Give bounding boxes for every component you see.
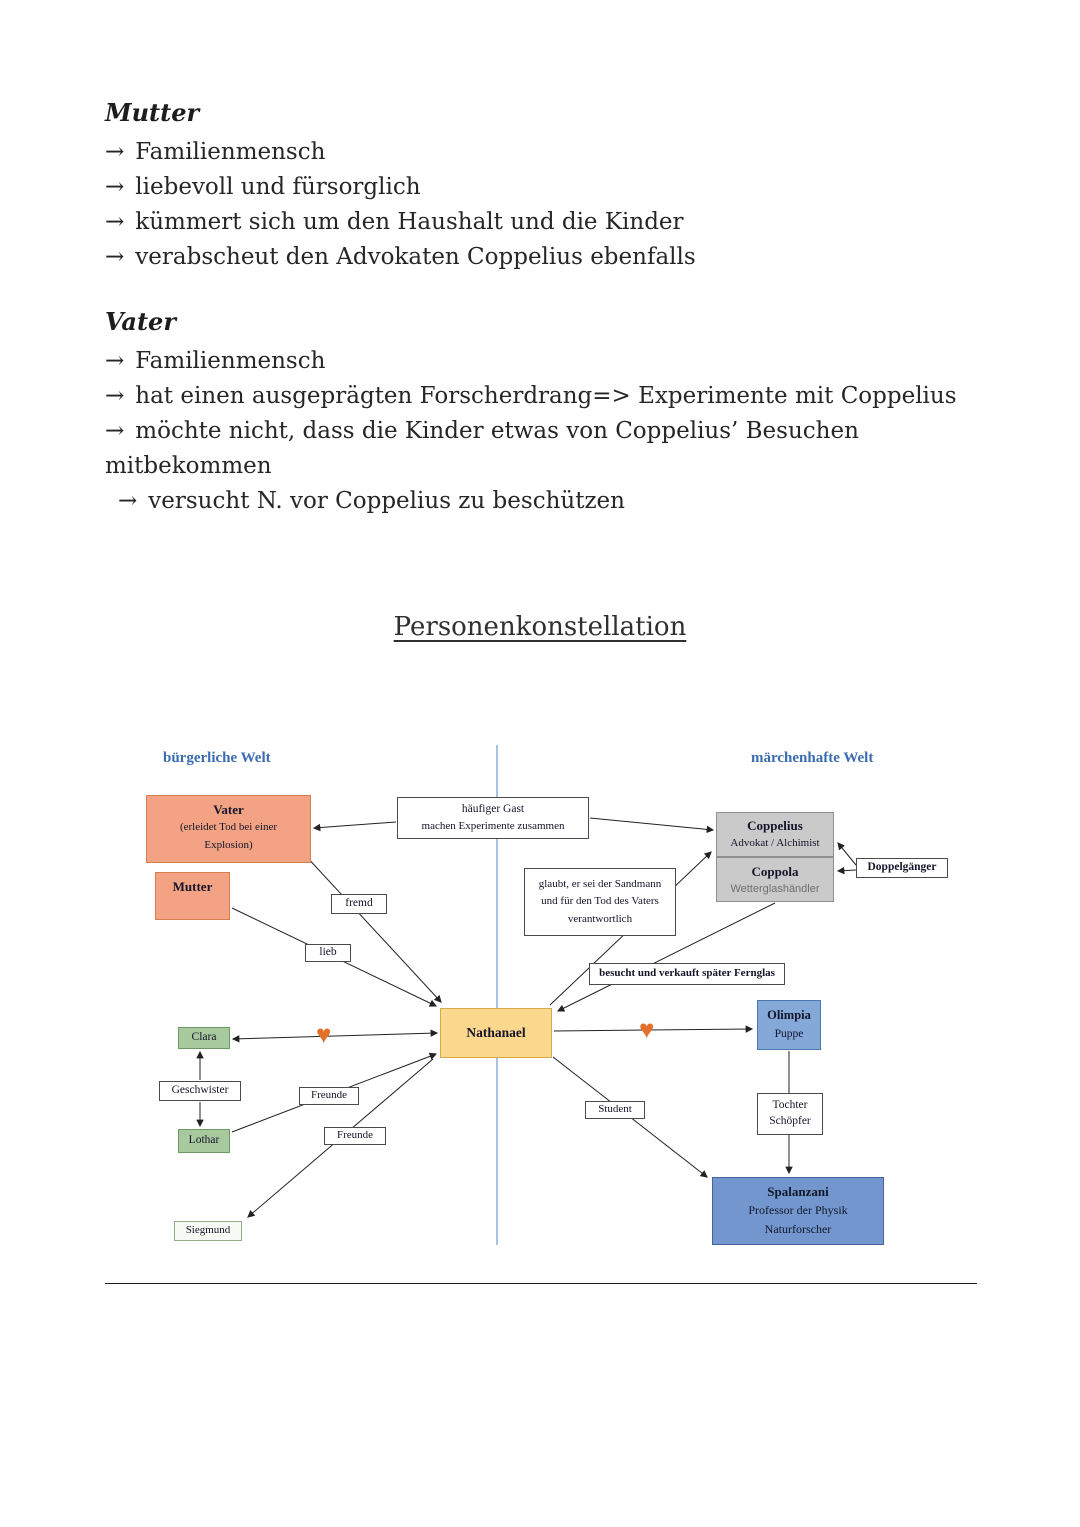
node-title: Nathanael bbox=[466, 1024, 526, 1040]
bullet-item bbox=[105, 344, 985, 379]
edge-label-freunde-1 bbox=[299, 1087, 359, 1105]
node-title: Vater bbox=[213, 802, 244, 817]
diagram-heading: Personenkonstellation bbox=[393, 612, 687, 642]
node-subtitle: (erleidet Tod bei einer bbox=[179, 821, 278, 834]
bullet-text: Familienmensch bbox=[135, 139, 326, 165]
bullet-text: verabscheut den Advokaten Coppelius ebenfalls bbox=[135, 244, 696, 270]
notes-content bbox=[105, 98, 985, 519]
arrow-bullet-icon: → bbox=[105, 139, 125, 165]
arrow-bullet-icon: → bbox=[105, 209, 125, 235]
edge-label-tochter-schoepfer bbox=[757, 1093, 823, 1135]
bullet-text: hat einen ausgeprägten Forscherdrang=> Experimente mit Coppelius bbox=[135, 383, 957, 409]
node-line: und für den Tod des Vaters bbox=[541, 895, 659, 908]
bullet-item bbox=[105, 170, 985, 205]
node-line: machen Experimente zusammen bbox=[421, 820, 565, 833]
edge-label-freunde-2 bbox=[324, 1127, 386, 1145]
arrow-bullet-icon: → bbox=[105, 383, 125, 409]
edge-label-text: Geschwister bbox=[171, 1084, 229, 1097]
node-doppelgaenger bbox=[856, 858, 948, 878]
bullet-item bbox=[105, 240, 985, 275]
bottom-divider bbox=[105, 1283, 977, 1284]
section-heading-mutter: Mutter bbox=[105, 98, 200, 127]
edge-label-besucht bbox=[589, 963, 785, 985]
node-title: Siegmund bbox=[185, 1224, 231, 1237]
node-title: Coppola bbox=[751, 864, 799, 880]
bullet-item bbox=[105, 484, 985, 519]
node-title: Lothar bbox=[188, 1134, 220, 1147]
bullet-item bbox=[105, 414, 985, 484]
node-subtitle: Wetterglashändler bbox=[730, 882, 820, 895]
bullet-text: Familienmensch bbox=[135, 348, 326, 374]
node-mutter bbox=[155, 872, 230, 920]
node-line: häufiger Gast bbox=[461, 803, 525, 816]
node-title: Doppelgänger bbox=[867, 861, 937, 874]
node-glaubt-sandmann bbox=[524, 868, 676, 936]
node-olimpia bbox=[757, 1000, 821, 1050]
edge-label-text: Schöpfer bbox=[769, 1115, 811, 1127]
bullet-text: kümmert sich um den Haushalt und die Kinder bbox=[135, 209, 684, 235]
section-mutter bbox=[105, 98, 985, 275]
node-title: Olimpia bbox=[767, 1008, 811, 1023]
node-subtitle: Naturforscher bbox=[764, 1222, 832, 1237]
bullet-item bbox=[105, 135, 985, 170]
node-subtitle: Explosion) bbox=[204, 838, 253, 851]
edge-label-text: fremd bbox=[345, 897, 373, 910]
node-coppola bbox=[716, 857, 834, 902]
edge-label-text: Tochter bbox=[772, 1099, 808, 1112]
edge-label-student bbox=[585, 1101, 645, 1119]
node-title: Coppelius bbox=[747, 817, 803, 833]
arrow-bullet-icon: → bbox=[105, 418, 125, 444]
bullet-text: liebevoll und fürsorglich bbox=[135, 174, 421, 200]
node-subtitle: Advokat / Alchimist bbox=[730, 836, 820, 849]
node-line: verantwortlich bbox=[567, 912, 633, 925]
node-spalanzani bbox=[712, 1177, 884, 1245]
bullet-item bbox=[105, 205, 985, 240]
character-constellation-diagram bbox=[0, 740, 1080, 1300]
edge-label-text: lieb bbox=[319, 946, 337, 959]
section-heading-vater: Vater bbox=[105, 307, 176, 336]
arrow-bullet-icon: → bbox=[118, 488, 138, 514]
bullet-text: versucht N. vor Coppelius zu beschützen bbox=[148, 488, 625, 514]
node-siegmund bbox=[174, 1221, 242, 1241]
arrow-bullet-icon: → bbox=[105, 174, 125, 200]
node-title: Mutter bbox=[172, 879, 213, 894]
node-lothar bbox=[178, 1129, 230, 1153]
node-vater bbox=[146, 795, 311, 863]
arrow-bullet-icon: → bbox=[105, 348, 125, 374]
edge-label-text: Freunde bbox=[336, 1129, 374, 1142]
edge-label-geschwister bbox=[159, 1081, 241, 1101]
world-label-right: märchenhafte Welt bbox=[751, 750, 874, 766]
section-vater bbox=[105, 307, 985, 519]
bullet-item bbox=[105, 379, 985, 414]
node-clara bbox=[178, 1027, 230, 1049]
edge-label-text: Freunde bbox=[310, 1089, 348, 1102]
node-haeufiger-gast bbox=[397, 797, 589, 839]
heart-icon: ♥ bbox=[316, 1020, 332, 1049]
node-subtitle: Professor der Physik bbox=[748, 1203, 848, 1218]
arrow-bullet-icon: → bbox=[105, 244, 125, 270]
edge-label-fremd bbox=[331, 894, 387, 914]
node-nathanael bbox=[440, 1008, 552, 1058]
node-title: Clara bbox=[191, 1031, 217, 1044]
bullet-text: möchte nicht, dass die Kinder etwas von Coppelius’ Besuchen mitbekommen bbox=[105, 418, 859, 479]
edge-label-lieb bbox=[305, 944, 351, 962]
node-subtitle: Puppe bbox=[774, 1027, 804, 1040]
world-label-left: bürgerliche Welt bbox=[163, 750, 271, 766]
edge-label-text: Student bbox=[598, 1103, 632, 1116]
edge-label-text: besucht und verkauft später Fernglas bbox=[599, 967, 775, 980]
node-line: glaubt, er sei der Sandmann bbox=[538, 877, 662, 890]
node-coppelius bbox=[716, 812, 834, 857]
node-title: Spalanzani bbox=[767, 1184, 829, 1200]
heart-icon: ♥ bbox=[639, 1015, 655, 1044]
